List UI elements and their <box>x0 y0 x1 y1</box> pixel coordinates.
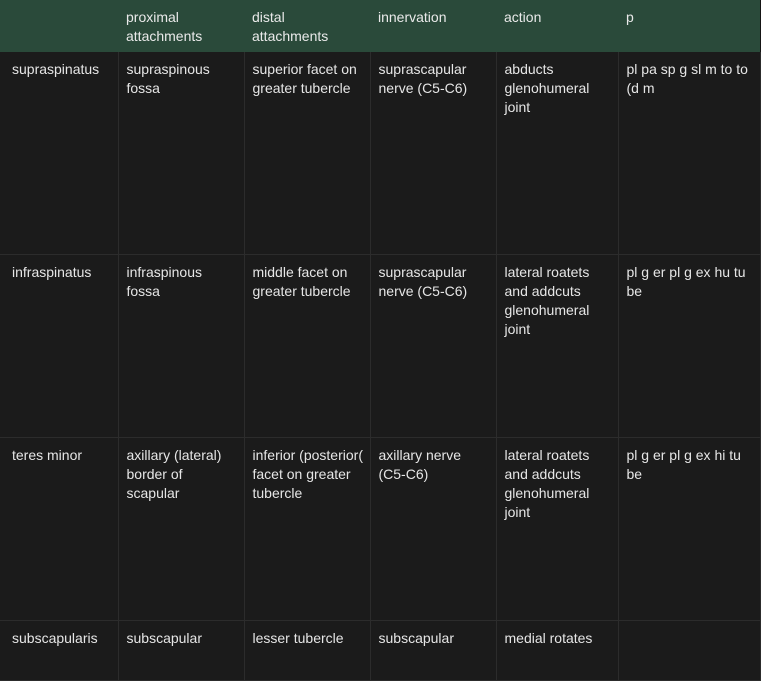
cell-action: medial rotates <box>496 620 618 680</box>
header-innervation: innervation <box>378 9 447 25</box>
table-header-row <box>0 0 760 52</box>
cell-innervation: axillary nerve (C5-C6) <box>370 437 496 620</box>
header-distal-attachments: distal attachments <box>252 9 329 44</box>
table-row <box>0 52 760 254</box>
cell-proximal: supraspinous fossa <box>118 52 244 254</box>
header-proximal-attachments: proximal attachments <box>126 9 203 44</box>
cell-proximal: subscapular <box>118 620 244 680</box>
cell-proximal: infraspinous fossa <box>118 254 244 437</box>
cell-muscle: teres minor <box>0 437 118 620</box>
cell-action: lateral roatets and addcuts glenohumeral joint <box>496 437 618 620</box>
cell-action: lateral roatets and addcuts glenohumeral joint <box>496 254 618 437</box>
cell-truncated: pl pa sp g sl m to to (d m <box>618 52 760 254</box>
cell-innervation: suprascapular nerve (C5-C6) <box>370 52 496 254</box>
header-truncated: p <box>626 9 634 25</box>
table-row <box>0 620 760 680</box>
cell-proximal: axillary (lateral) border of scapular <box>118 437 244 620</box>
cell-action: abducts glenohumeral joint <box>496 52 618 254</box>
cell-innervation: suprascapular nerve (C5-C6) <box>370 254 496 437</box>
header-muscle <box>0 0 118 52</box>
cell-innervation: subscapular <box>370 620 496 680</box>
cell-muscle: infraspinatus <box>0 254 118 437</box>
cell-truncated: pl g er pl g ex hi tu be <box>618 437 760 620</box>
table-row <box>0 254 760 437</box>
cell-distal: superior facet on greater tubercle <box>244 52 370 254</box>
cell-distal: middle facet on greater tubercle <box>244 254 370 437</box>
cell-distal: inferior (posterior( facet on greater tubercle <box>244 437 370 620</box>
header-action: action <box>504 9 542 25</box>
cell-truncated <box>618 620 760 680</box>
cell-truncated: pl g er pl g ex hu tu be <box>618 254 760 437</box>
cell-muscle: supraspinatus <box>0 52 118 254</box>
cell-muscle: subscapularis <box>0 620 118 680</box>
table-row <box>0 437 760 620</box>
cell-distal: lesser tubercle <box>244 620 370 680</box>
